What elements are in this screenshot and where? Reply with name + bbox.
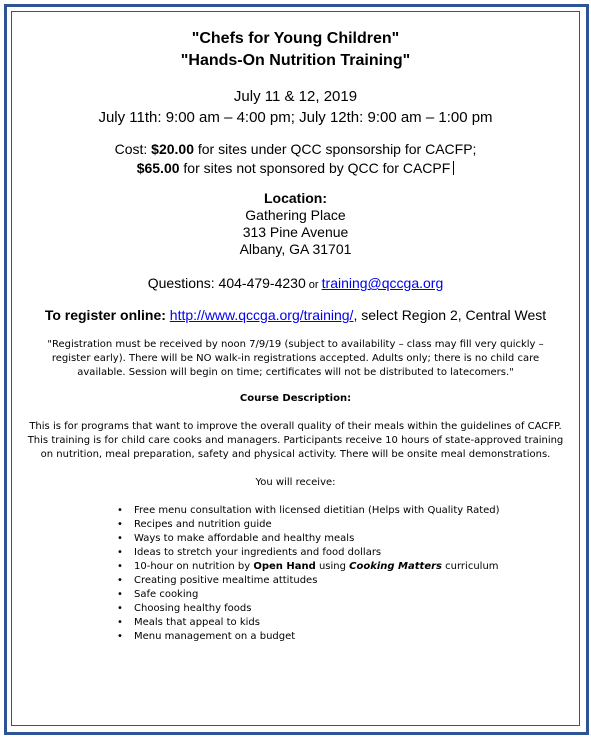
item5-org: Open Hand: [253, 561, 316, 572]
cost-text-unsponsored: for sites not sponsored by QCC for CACPF: [179, 160, 451, 176]
list-item: [117, 602, 591, 616]
location-street: 313 Pine Avenue: [242, 224, 349, 240]
bullet-icon: •: [117, 575, 123, 586]
bullet-icon: •: [117, 631, 123, 642]
list-item-text: Ideas to stretch your ingredients and food dollars: [134, 547, 382, 558]
location-city: Albany, GA 31701: [239, 241, 352, 257]
list-item-text: Meals that appeal to kids: [134, 617, 260, 628]
list-item-text: Safe cooking: [134, 589, 199, 600]
bullet-icon: •: [117, 533, 123, 544]
bullet-icon: •: [117, 547, 123, 558]
course-description-heading: Course Description:: [239, 393, 352, 404]
list-item: [117, 560, 591, 574]
questions-line: [22, 274, 569, 294]
title-line-2: "Hands-On Nutrition Training": [180, 52, 411, 69]
list-item-text: [134, 561, 499, 572]
bullet-icon: •: [117, 589, 123, 600]
list-item: [117, 588, 591, 602]
location-heading: Location:: [264, 190, 327, 206]
questions-or: or: [305, 279, 322, 291]
text-cursor: [453, 161, 454, 175]
flyer-content: [22, 28, 569, 644]
item5-program: Cooking Matters: [349, 561, 442, 572]
bullet-icon: •: [117, 505, 123, 516]
event-dates: [22, 86, 569, 128]
bullet-icon: •: [117, 561, 123, 572]
list-item: [117, 518, 591, 532]
list-item-text: Creating positive mealtime attitudes: [134, 575, 318, 586]
questions-phone: Questions: 404-479-4230: [147, 275, 306, 291]
cost-line-2: [22, 159, 569, 178]
title-line-1: "Chefs for Young Children": [191, 30, 400, 47]
list-item-text: Recipes and nutrition guide: [134, 519, 272, 530]
register-url-link[interactable]: http://www.qccga.org/training/: [169, 307, 354, 323]
register-region: , select Region 2, Central West: [353, 307, 547, 323]
list-item-text: Choosing healthy foods: [134, 603, 252, 614]
event-times-line: July 11th: 9:00 am – 4:00 pm; July 12th: 9:00 am – 1:00 pm: [98, 109, 493, 126]
you-will-receive-label: You will receive:: [255, 477, 336, 488]
cost-label: Cost:: [114, 141, 152, 157]
cost-price-sponsored: $20.00: [151, 141, 194, 157]
item5-prefix: 10-hour on nutrition by: [134, 561, 254, 572]
register-line: [22, 306, 569, 324]
list-item: [117, 504, 591, 518]
list-item: [117, 616, 591, 630]
course-description-text: This is for programs that want to improve the overall quality of their meals within the guidelines of CACFP. This training is for child care cooks and managers. Participants receive 10 hours of state-approved training on nutrition, meal preparation, safety and physical activity. There will be onsite meal demonstrations.: [27, 421, 564, 460]
registration-notice: "Registration must be received by noon 7/9/19 (subject to availability – class may fill very quickly – register early). There will be NO walk-in registrations accepted. Adults only; there is no child care available. Session will begin on time; certificates will not be distributed to latecomers.": [47, 339, 544, 378]
bullet-icon: •: [117, 603, 123, 614]
event-date-line: July 11 & 12, 2019: [233, 88, 358, 105]
list-item: [117, 532, 591, 546]
cost-block: [22, 140, 569, 178]
register-label: To register online:: [44, 307, 166, 323]
cost-text-sponsored: for sites under QCC sponsorship for CACFP;: [193, 141, 477, 157]
list-item-text: Ways to make affordable and healthy meals: [134, 533, 355, 544]
item5-mid: using: [315, 561, 350, 572]
list-item-text: Menu management on a budget: [134, 631, 296, 642]
benefits-list: [117, 504, 591, 644]
location-block: [22, 190, 569, 258]
list-item-text: Free menu consultation with licensed dietitian (Helps with Quality Rated): [134, 505, 500, 516]
flyer-title: [22, 28, 569, 72]
location-venue: Gathering Place: [245, 207, 346, 223]
bullet-icon: •: [117, 519, 123, 530]
list-item: [117, 546, 591, 560]
list-item: [117, 630, 591, 644]
cost-price-unsponsored: $65.00: [136, 160, 180, 176]
item5-suffix: curriculum: [441, 561, 499, 572]
bullet-icon: •: [117, 617, 123, 628]
cost-line-1: [22, 140, 569, 159]
email-link[interactable]: training@qccga.org: [321, 275, 444, 291]
list-item: [117, 574, 591, 588]
